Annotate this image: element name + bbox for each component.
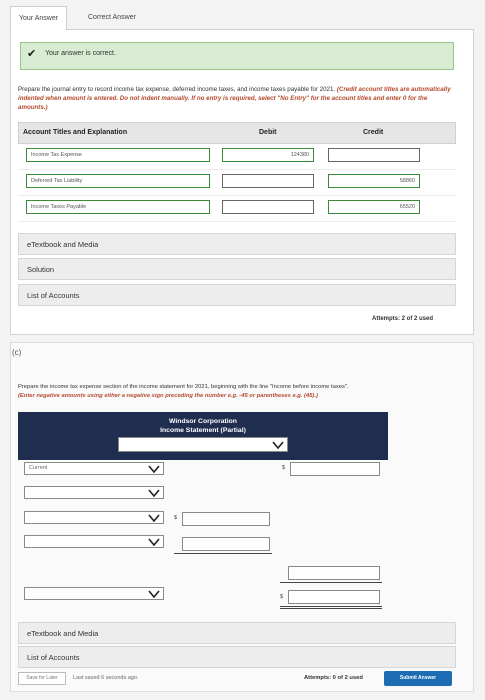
currency-symbol: $ <box>174 515 178 521</box>
header-credit: Credit <box>363 129 384 136</box>
tab-your-answer[interactable]: Your Answer <box>10 6 67 30</box>
line-select[interactable] <box>24 587 164 600</box>
prompt-text: Prepare the journal entry to record income tax expense, deferred income taxes, and income taxes payable for 2021. <box>18 86 336 93</box>
amount-input[interactable] <box>182 512 270 526</box>
save-for-later-button[interactable]: Save for Later <box>18 672 66 685</box>
prompt-text: Prepare the income tax expense section of the income statement for 2021, beginning with the line "Income before income taxes". <box>18 384 349 390</box>
check-icon: ✔ <box>27 48 37 60</box>
amount-input[interactable] <box>288 590 380 604</box>
list-of-accounts-link[interactable]: List of Accounts <box>18 284 456 306</box>
chevron-down-icon <box>147 464 161 474</box>
last-saved-text: Last saved 6 seconds ago. <box>73 675 139 681</box>
attempts-counter: Attempts: 0 of 2 used <box>304 675 363 681</box>
prompt-instructions: (Credit account titles are automatically indented when amount is entered. Do not indent manually. If no entry is required, select "No Entry" for the account titles and enter 0 for the amounts.) <box>18 86 451 111</box>
credit-field[interactable]: 58860 <box>328 174 420 188</box>
credit-field[interactable]: 65520 <box>328 200 420 214</box>
header-account: Account Titles and Explanation <box>23 129 128 136</box>
line-select[interactable] <box>24 511 164 524</box>
statement-title: Income Statement (Partial) <box>160 427 246 434</box>
part-label: (c) <box>12 348 22 357</box>
chevron-down-icon <box>147 537 161 547</box>
amount-input[interactable] <box>290 462 380 476</box>
solution-link[interactable]: Solution <box>18 258 456 280</box>
answer-tabs <box>10 6 474 30</box>
submit-answer-button[interactable]: Submit Answer <box>384 671 452 686</box>
currency-symbol: $ <box>280 594 284 600</box>
line-label: Current <box>29 465 48 471</box>
part-b-prompt <box>18 85 458 112</box>
account-field[interactable]: Income Tax Expense <box>26 148 210 162</box>
chevron-down-icon <box>147 513 161 523</box>
account-field[interactable]: Income Taxes Payable <box>26 200 210 214</box>
debit-field[interactable] <box>222 174 314 188</box>
underline <box>280 582 382 583</box>
prompt-instructions: (Enter negative amounts using either a negative sign preceding the number e.g. -45 or parentheses e.g. (45).) <box>18 393 318 399</box>
chevron-down-icon <box>147 488 161 498</box>
correct-message: Your answer is correct. <box>45 50 116 57</box>
journal-row <box>18 144 456 170</box>
credit-field[interactable] <box>328 148 420 162</box>
journal-row <box>18 170 456 196</box>
debit-field[interactable] <box>222 200 314 214</box>
list-of-accounts-link[interactable]: List of Accounts <box>18 646 456 668</box>
attempts-counter: Attempts: 2 of 2 used <box>372 316 434 322</box>
tab-correct-answer[interactable]: Correct Answer <box>88 14 136 21</box>
debit-field[interactable]: 124380 <box>222 148 314 162</box>
account-field[interactable]: Deferred Tax Liability <box>26 174 210 188</box>
amount-input[interactable] <box>288 566 380 580</box>
period-select[interactable] <box>118 437 288 452</box>
etextbook-link[interactable]: eTextbook and Media <box>18 622 456 644</box>
part-c-prompt <box>18 383 458 401</box>
header-debit: Debit <box>259 129 277 136</box>
currency-symbol: $ <box>282 465 286 471</box>
line-select[interactable] <box>24 462 164 475</box>
journal-table-header <box>18 122 456 144</box>
chevron-down-icon <box>147 589 161 599</box>
amount-input[interactable] <box>182 537 270 551</box>
company-name: Windsor Corporation <box>169 418 237 425</box>
underline <box>174 553 272 554</box>
chevron-down-icon <box>271 440 285 450</box>
etextbook-link[interactable]: eTextbook and Media <box>18 233 456 255</box>
journal-row <box>18 196 456 222</box>
double-underline <box>280 606 382 609</box>
line-select[interactable] <box>24 535 164 548</box>
income-statement-header <box>18 412 388 460</box>
footer-bar <box>18 670 468 690</box>
line-select[interactable] <box>24 486 164 499</box>
